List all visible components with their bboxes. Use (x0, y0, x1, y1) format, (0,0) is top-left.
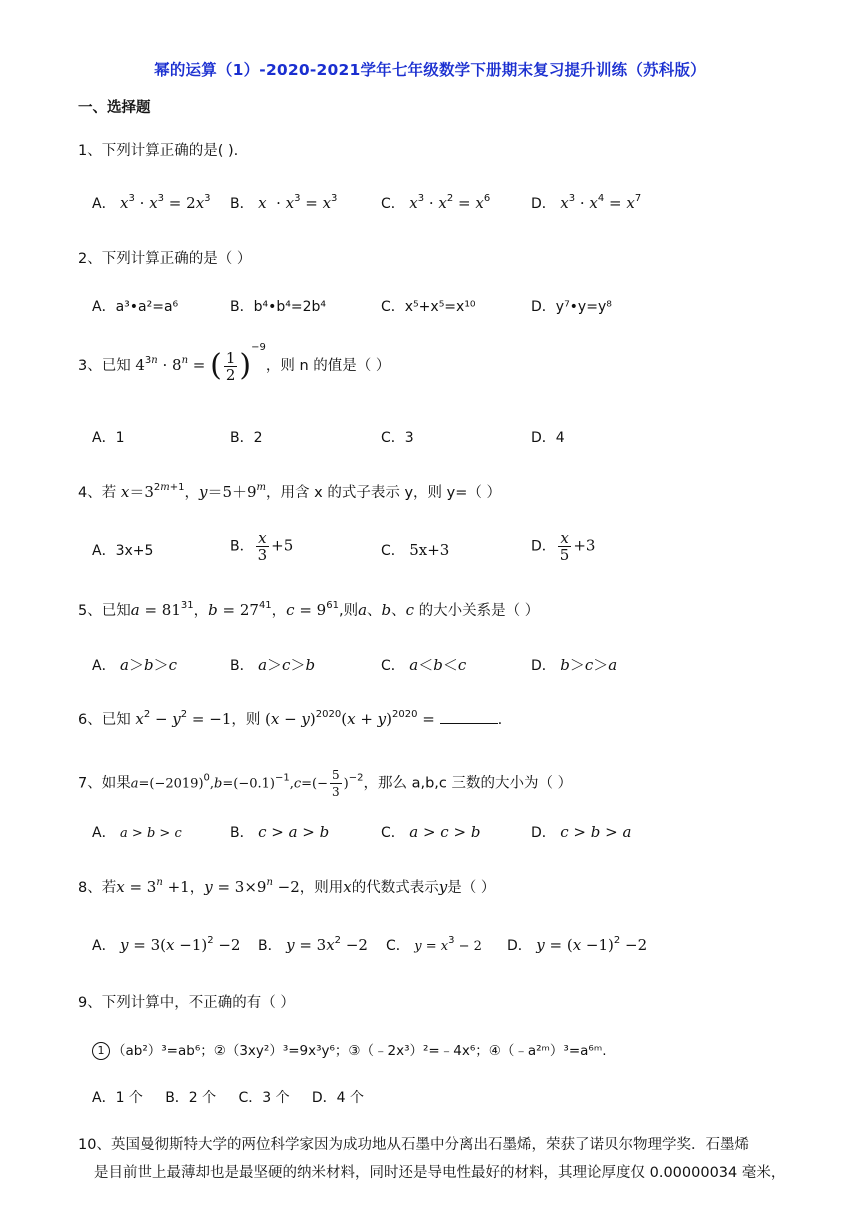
q4-option-a[interactable]: A．3x+5 (92, 543, 154, 559)
q3-option-b[interactable]: B．2 (230, 430, 263, 446)
answer-blank[interactable] (440, 711, 498, 724)
section-heading: 一、选择题 (78, 100, 151, 116)
q10-line-1: 10、英国曼彻斯特大学的两位科学家因为成功地从石墨中分离出石墨烯，荣获了诺贝尔物理学奖．石墨烯 (78, 1137, 749, 1153)
q9-option-a[interactable]: A．1 个 (92, 1090, 143, 1106)
question-8: 8、若$x = 3^n +1$，$y = 3\times 9^n -2$，则用x的代数式表示y是（ ） (78, 877, 496, 896)
q1-option-d[interactable]: D． $x^3 \cdot x^4 = x^7$ (531, 193, 642, 212)
q9-option-b[interactable]: B．2 个 (165, 1090, 217, 1106)
q2-option-d[interactable]: D．y⁷•y=y⁸ (531, 299, 612, 315)
question-7: 7、如果$a=(-2019)^0,b=(-0.1)^{-1},c=(-$ $\frac{5}{3}$ )$^{-2}$，那么 a,b,c 三数的大小为（ ） (78, 768, 573, 799)
q3-option-c[interactable]: C．3 (381, 430, 414, 446)
q2-option-c[interactable]: C．x⁵+x⁵=x¹⁰ (381, 299, 476, 315)
q2-option-b[interactable]: B．b⁴•b⁴=2b⁴ (230, 299, 326, 315)
q7-option-a[interactable]: A． a > b > c (92, 825, 182, 841)
question-4: 4、若 $x=3^{2m+1}$，$y=5+9^m$，用含 x 的式子表示 y，则 y=（ ） (78, 482, 501, 501)
circled-one-icon: 1 (92, 1042, 110, 1060)
question-1: 1、下列计算正确的是( ). (78, 143, 239, 159)
q1-option-c[interactable]: C． $x^3 \cdot x^2 = x^6$ (381, 193, 491, 212)
question-10 (78, 1131, 788, 1187)
q8-option-d[interactable]: D． $y = (x -1)^2 -2$ (507, 935, 648, 954)
q9-statements: 1 （ab²）³=ab⁶；②（3xy²）³=9x³y⁶；③（﹣2x³）²=﹣4x⁶；④（﹣a²ᵐ）³=a⁶ᵐ. (92, 1039, 607, 1060)
q4-option-c[interactable]: C． 5x+3 (381, 541, 450, 559)
q4-option-b[interactable]: B． $\frac{x}{3}$ +5 (230, 529, 294, 564)
question-2: 2、下列计算正确的是（ ） (78, 251, 252, 267)
q7-option-d[interactable]: D． c > b > a (531, 823, 632, 841)
q3-option-d[interactable]: D．4 (531, 430, 565, 446)
q8-option-b[interactable]: B． $y = 3x^2 -2$ (258, 935, 368, 954)
q7-option-b[interactable]: B． c > a > b (230, 823, 330, 841)
q1-option-a[interactable]: A． $x^3 \cdot x^3 = 2x^3$ (92, 193, 211, 212)
q7-option-c[interactable]: C． a > c > b (381, 823, 481, 841)
q5-option-c[interactable]: C． a＜b＜c (381, 656, 467, 674)
document-title: 幂的运算（1）-2020-2021学年七年级数学下册期末复习提升训练（苏科版） (154, 61, 706, 79)
q5-option-b[interactable]: B． a＞c＞b (230, 656, 316, 674)
q1-option-b[interactable]: B． $x \cdot x^3 = x^3$ (230, 193, 338, 212)
q9-options (92, 1087, 364, 1107)
q9-option-c[interactable]: C．3 个 (238, 1090, 290, 1106)
question-9: 9、下列计算中，不正确的有（ ） (78, 995, 295, 1011)
q4-option-d[interactable]: D． $\frac{x}{5}$ +3 (531, 529, 596, 564)
q10-line-2: 是目前世上最薄却也是最坚硬的纳米材料，同时还是导电性最好的材料，其理论厚度仅 0.00000034 毫米， (94, 1165, 786, 1181)
q8-option-a[interactable]: A． $y = 3(x -1)^2 -2$ (92, 935, 241, 954)
q3-option-a[interactable]: A．1 (92, 430, 125, 446)
question-5: 5、已知$a = 81^{31}$，$b = 27^{41}$，$c = 9^{61}$,则a、b、c 的大小关系是（ ） (78, 600, 540, 619)
q5-option-d[interactable]: D． b＞c＞a (531, 656, 618, 674)
q5-option-a[interactable]: A． a＞b＞c (92, 656, 178, 674)
q8-option-c[interactable]: C． $y = x^3 - 2$ (386, 935, 482, 954)
question-6: 6、已知 $x^2 - y^2 = -1$，则 $(x - y)^{2020}(x + y)^{2020}$ = . (78, 709, 503, 728)
q2-option-a[interactable]: A．a³•a²=a⁶ (92, 299, 179, 315)
question-3: 3、已知 $4^{3n} \cdot 8^n$ = ( $\frac{1}{2}$ )$^{-9}$，则 n 的值是（ ） (78, 342, 391, 384)
q9-option-d[interactable]: D．4 个 (311, 1090, 364, 1106)
